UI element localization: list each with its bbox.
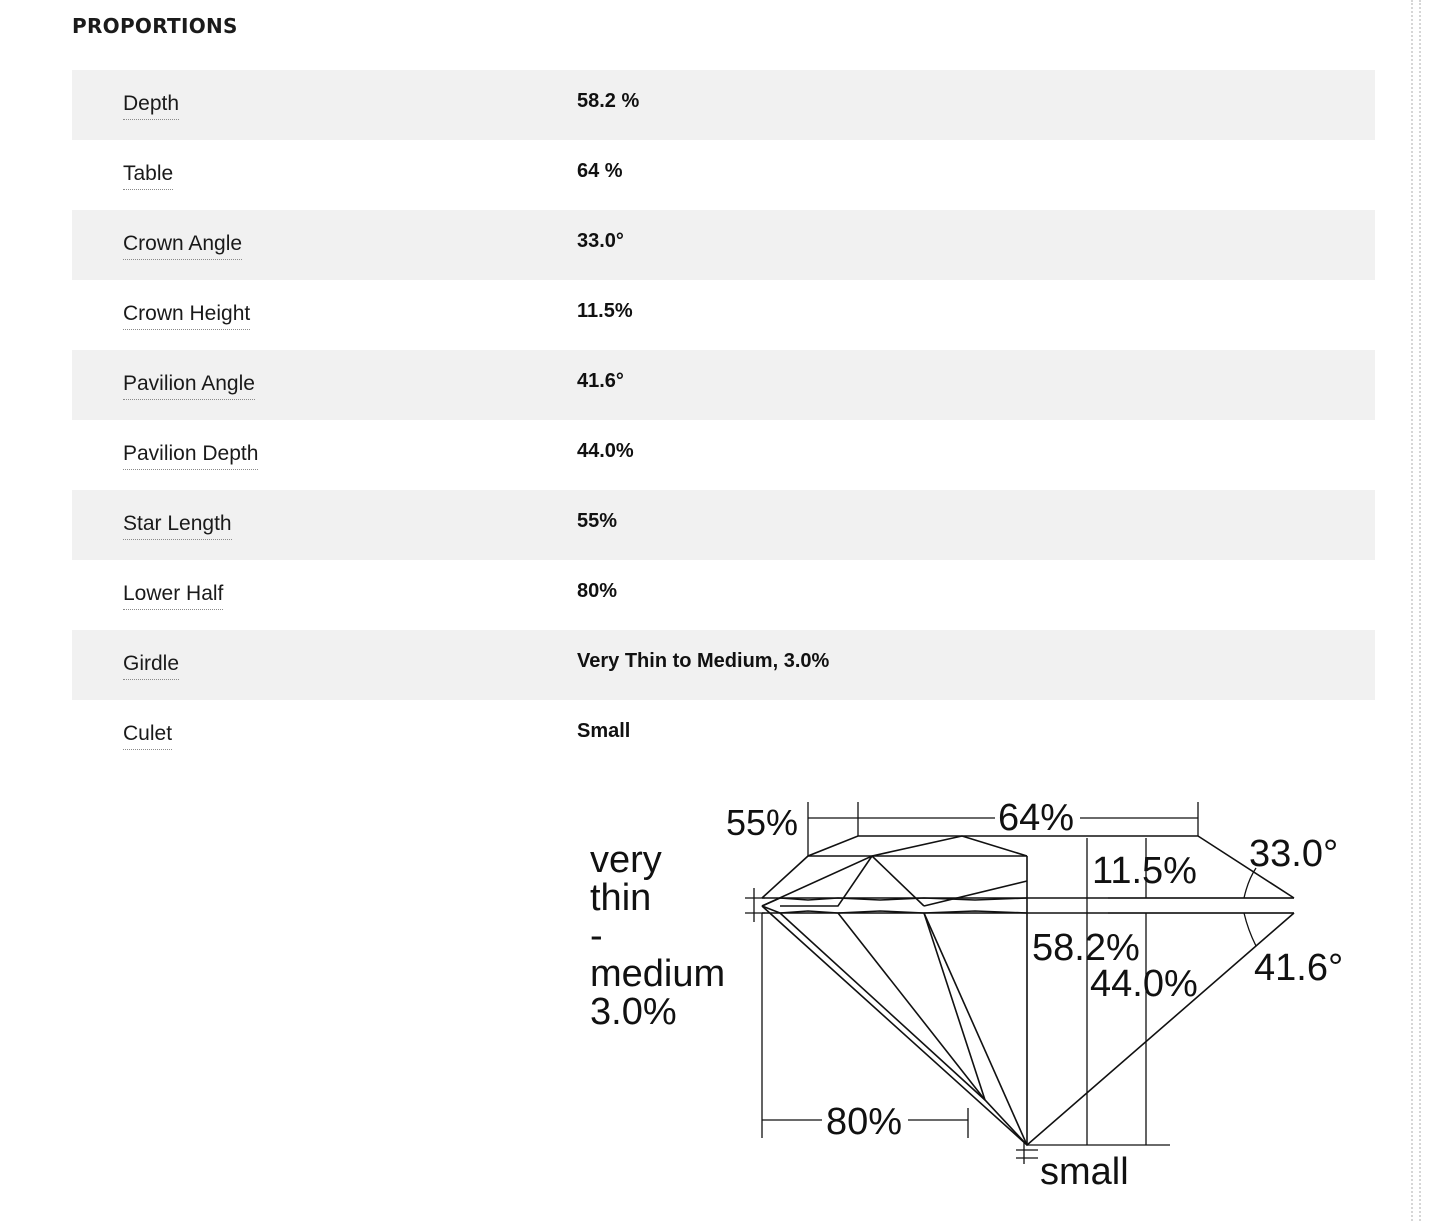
pavilion-facet-a [780,913,1027,1145]
diagram-girdle-line-2: thin [590,877,652,919]
diagram-pavilion-depth: 44.0% [1090,963,1198,1005]
value-culet: Small [577,720,631,742]
diagram-crown-angle: 33.0° [1249,833,1339,875]
row-lower-half [72,560,1375,630]
row-crown-height [72,280,1375,350]
section-title: PROPORTIONS [72,14,238,38]
label-girdle[interactable]: Girdle [123,652,179,680]
diamond-diagram-svg [560,790,1380,1200]
diagram-table: 64% [998,797,1075,839]
value-crown-height: 11.5% [577,300,633,322]
row-culet [72,700,1375,770]
girdle-facets-top [762,898,1027,906]
value-star-length: 55% [577,510,618,532]
label-pavilion-depth[interactable]: Pavilion Depth [123,442,258,470]
label-lower-half[interactable]: Lower Half [123,582,223,610]
row-pavilion-angle [72,350,1375,420]
label-depth[interactable]: Depth [123,92,179,120]
row-crown-angle [72,210,1375,280]
row-pavilion-depth [72,420,1375,490]
crown-facet-e [962,836,1027,856]
value-crown-angle: 33.0° [577,230,624,252]
proportions-table [72,70,1375,770]
diagram-girdle-line-1: very [590,839,662,881]
value-lower-half: 80% [577,580,618,602]
label-pavilion-angle[interactable]: Pavilion Angle [123,372,255,400]
diagram-girdle-line-4: medium [590,953,726,995]
label-crown-angle[interactable]: Crown Angle [123,232,242,260]
diagram-depth: 58.2% [1032,927,1140,969]
row-star-length [72,490,1375,560]
label-table[interactable]: Table [123,162,173,190]
label-crown-height[interactable]: Crown Height [123,302,250,330]
value-depth: 58.2 % [577,90,640,112]
girdle-facets-bottom [762,906,1027,913]
diagram-culet: small [1040,1151,1129,1193]
label-star-length[interactable]: Star Length [123,512,232,540]
diagram-pavilion-angle: 41.6° [1254,947,1344,989]
diagram-crown-height: 11.5% [1092,850,1197,892]
pavilion-facet-b [838,913,985,1100]
diagram-girdle-line-3: - [590,915,603,957]
value-pavilion-depth: 44.0% [577,440,634,462]
label-culet[interactable]: Culet [123,722,172,750]
value-pavilion-angle: 41.6° [577,370,624,392]
crown-facet-f [924,881,1027,906]
diagram-girdle-line-5: 3.0% [590,991,677,1033]
row-girdle [72,630,1375,700]
diagram-star: 55% [726,802,799,843]
scroll-rail[interactable] [1411,0,1421,1221]
value-girdle: Very Thin to Medium, 3.0% [577,650,830,672]
value-table: 64 % [577,160,623,182]
row-table [72,140,1375,210]
crown-outline [762,836,1294,898]
proportions-diagram [560,790,1380,1200]
diagram-lower-half: 80% [826,1101,903,1143]
row-depth [72,70,1375,140]
pavilion-facet-d [924,913,1027,1145]
diamond-outline [762,836,1294,1145]
